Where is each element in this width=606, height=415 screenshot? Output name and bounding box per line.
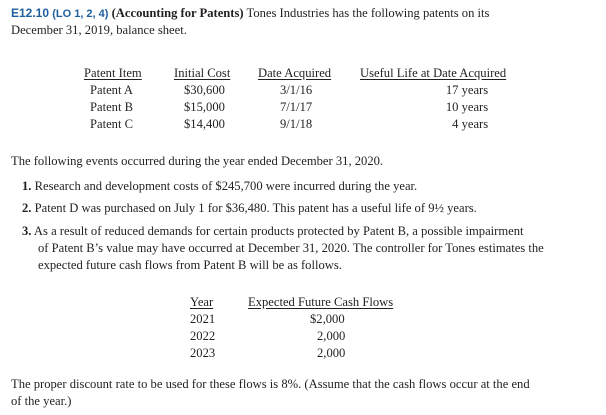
patent-table	[84, 65, 506, 133]
event-text-continued: of Patent B’s value may have occurred at December 31, 2020. The controller for Tones estimates the	[38, 241, 544, 255]
date-acquired: 9/1/18	[280, 117, 313, 131]
column-header: Patent Item	[84, 66, 142, 80]
intro-text-line1: Tones Industries has the following patents on its	[246, 6, 490, 20]
exercise-heading	[11, 5, 601, 23]
closing-text-line2: of the year.)	[11, 394, 72, 408]
event-item-2	[22, 200, 598, 217]
useful-life: 10 years	[445, 100, 489, 114]
cashflow-table	[190, 294, 393, 362]
initial-cost: $14,400	[184, 117, 225, 131]
useful-life: 17 years	[445, 83, 489, 97]
patent-item: Patent C	[90, 117, 134, 131]
event-text: Research and development costs of $245,700 were incurred during the year.	[34, 179, 418, 193]
intro-text-line2: December 31, 2019, balance sheet.	[11, 23, 187, 37]
table-row	[190, 345, 393, 362]
date-acquired: 7/1/17	[280, 100, 313, 114]
cashflow-cell: 2,000	[317, 329, 346, 343]
cashflow-cell: 2,000	[317, 346, 346, 360]
year-cell: 2023	[190, 346, 216, 360]
column-header: Date Acquired	[258, 66, 332, 80]
table-row	[84, 99, 506, 116]
date-acquired: 3/1/16	[280, 83, 313, 97]
column-header: Initial Cost	[174, 66, 231, 80]
closing-text-line1: The proper discount rate to be used for these flows is 8%. (Assume that the cash flows occur at the end	[11, 377, 530, 391]
event-item-3	[22, 223, 598, 240]
column-header: Year	[190, 295, 214, 309]
event-number: 2.	[22, 201, 32, 215]
initial-cost: $30,600	[184, 83, 225, 97]
events-intro: The following events occurred during the year ended December 31, 2020.	[11, 154, 384, 168]
exercise-title: (Accounting for Patents)	[111, 6, 244, 20]
column-header: Expected Future Cash Flows	[248, 295, 394, 309]
table-row	[190, 328, 393, 345]
event-text-continued: expected future cash flows from Patent B will be as follows.	[38, 258, 342, 272]
event-text: As a result of reduced demands for certain products protected by Patent B, a possible impairment	[33, 224, 524, 238]
event-number: 3.	[22, 224, 32, 238]
patent-table-header	[84, 65, 506, 82]
patent-item: Patent B	[90, 100, 134, 114]
learning-objectives: (LO 1, 2, 4)	[52, 8, 109, 20]
year-cell: 2021	[190, 312, 216, 326]
event-text: Patent D was purchased on July 1 for $36,480. This patent has a useful life of 9½ years.	[34, 201, 477, 215]
year-cell: 2022	[190, 329, 216, 343]
event-item-1	[22, 178, 598, 195]
initial-cost: $15,000	[184, 100, 225, 114]
exercise-number: E12.10	[11, 6, 50, 20]
useful-life: 4 years	[452, 117, 489, 131]
event-number: 1.	[22, 179, 32, 193]
column-header: Useful Life at Date Acquired	[360, 66, 507, 80]
cashflow-cell: $2,000	[310, 312, 345, 326]
table-row	[190, 311, 393, 328]
cashflow-table-header	[190, 294, 393, 311]
patent-item: Patent A	[90, 83, 134, 97]
table-row	[84, 82, 506, 99]
table-row	[84, 116, 506, 133]
